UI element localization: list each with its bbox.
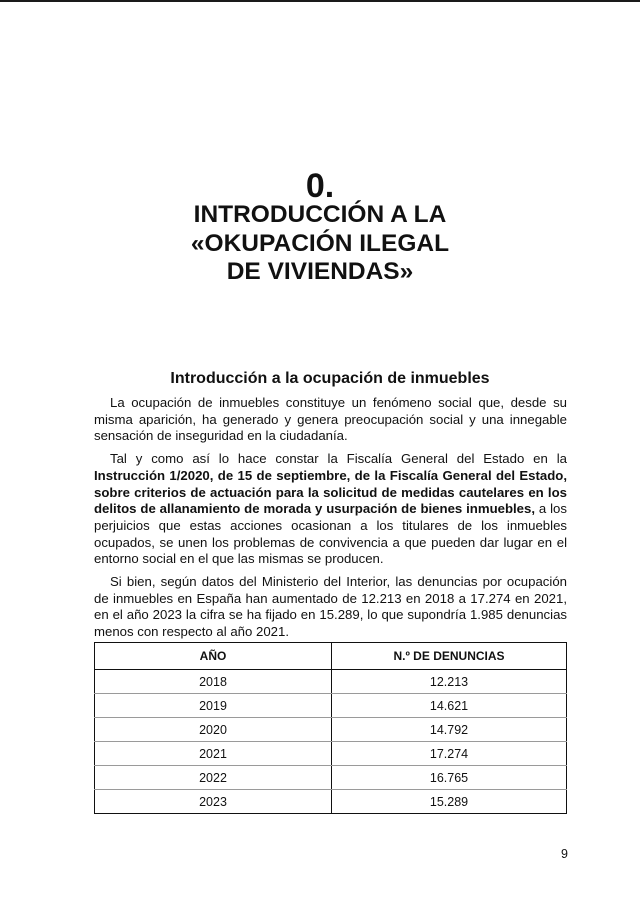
table-header-row <box>95 643 567 670</box>
year-cell: 2018 <box>95 670 332 694</box>
section-heading: Introducción a la ocupación de inmuebles <box>170 370 490 387</box>
column-header-year: AÑO <box>95 643 332 670</box>
table-row <box>95 742 567 766</box>
top-rule <box>0 0 640 2</box>
complaints-cell: 14.621 <box>332 694 567 718</box>
complaints-cell: 14.792 <box>332 718 567 742</box>
chapter-title-line: INTRODUCCIÓN A LA <box>193 201 447 228</box>
body-text <box>94 395 567 647</box>
complaints-cell: 12.213 <box>332 670 567 694</box>
paragraph-text: a los perjuicios que estas acciones ocasionan a los titulares de los inmuebles ocupados, se unen los problemas de convivencia a que pueden dar lugar en el entorno social en el que las mismas se producen. <box>94 501 567 567</box>
year-cell: 2020 <box>95 718 332 742</box>
year-cell: 2019 <box>95 694 332 718</box>
chapter-title-line: DE VIVIENDAS» <box>226 258 414 285</box>
year-cell: 2022 <box>95 766 332 790</box>
chapter-number: 0. <box>305 167 335 205</box>
table-row <box>95 670 567 694</box>
complaints-cell: 15.289 <box>332 790 567 814</box>
complaints-table <box>94 642 567 814</box>
table-row <box>95 694 567 718</box>
table-row <box>95 766 567 790</box>
paragraph <box>94 451 567 568</box>
instruction-reference: Instrucción 1/2020, de 15 de septiembre, de la Fiscalía General del Estado, sobre criterios de actuación para la solicitud de medidas cautelares en los delitos de allanamiento de morada y usurpación de bienes inmuebles, <box>94 467 567 517</box>
complaints-cell: 16.765 <box>332 766 567 790</box>
complaints-cell: 17.274 <box>332 742 567 766</box>
paragraph: La ocupación de inmuebles constituye un fenómeno social que, desde su misma aparición, ha generado y genera preocupación social y una innegable sensación de inseguridad en la ciudadanía. <box>94 395 567 444</box>
table-row <box>95 790 567 814</box>
year-cell: 2023 <box>95 790 332 814</box>
paragraph-text: Tal y como así lo hace constar la Fiscalía General del Estado en la <box>110 451 567 467</box>
column-header-complaints: N.º DE DENUNCIAS <box>332 643 567 670</box>
table-row <box>95 718 567 742</box>
chapter-title-line: «OKUPACIÓN ILEGAL <box>190 229 450 257</box>
page-number: 9 <box>561 847 568 861</box>
year-cell: 2021 <box>95 742 332 766</box>
chapter-title <box>0 201 640 287</box>
paragraph: Si bien, según datos del Ministerio del Interior, las denuncias por ocupación de inmuebles en España han aumentado de 12.213 en 2018 a 17.274 en 2021, en el año 2023 la cifra se ha fijado en 15.289, lo que supondría 1.985 denuncias menos con respecto al año 2021. <box>94 574 567 640</box>
